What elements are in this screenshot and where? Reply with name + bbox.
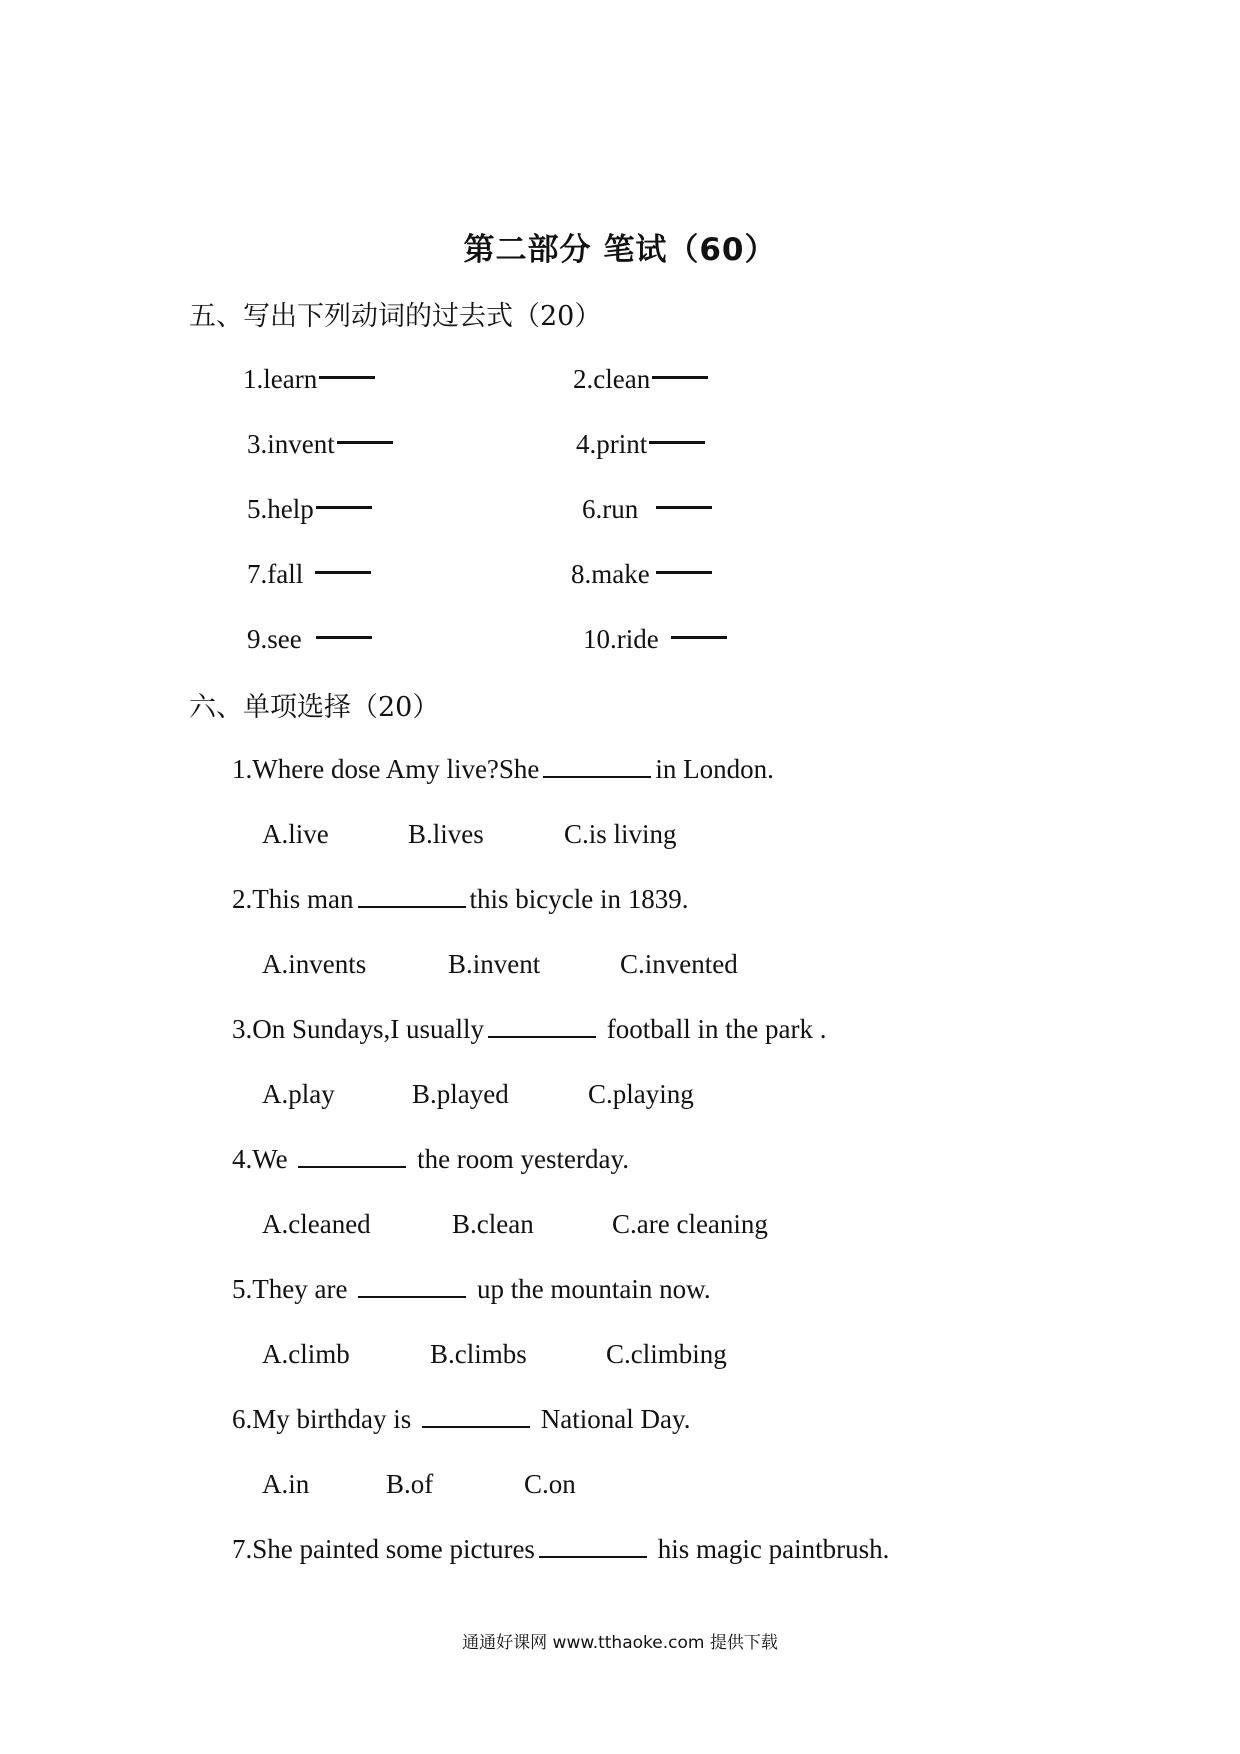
verb-item-3 [247,429,393,460]
answer-line [649,441,705,444]
question-text-after: National Day. [540,1404,691,1434]
question-6-options [262,1469,576,1500]
page-footer: 通通好课网 www.tthaoke.com 提供下载 [462,1633,778,1653]
option-a: A.climb [262,1339,350,1369]
option-b: B.lives [408,819,484,849]
question-3-options [262,1079,694,1110]
fill-blank [298,1144,406,1168]
option-a: A.invents [262,949,367,979]
verb-label: 7.fall [247,559,304,589]
verb-label: 8.make [571,559,650,589]
option-c: C.on [524,1469,576,1499]
option-c: C.invented [620,949,738,979]
section-5-heading: 五、写出下列动词的过去式（20） [189,301,602,332]
option-b: B.invent [448,949,541,979]
question-text-after: up the mountain now. [476,1274,711,1304]
question-5-options [262,1339,727,1370]
option-c: C.playing [588,1079,694,1109]
fill-blank [488,1014,596,1038]
question-2-options [262,949,738,980]
verb-label: 9.see [247,624,302,654]
question-text: 3.On Sundays,I usually [232,1014,484,1044]
verb-item-2 [573,364,708,395]
answer-line [316,636,372,639]
option-a: A.in [262,1469,310,1499]
verb-item-5 [247,494,372,525]
verb-label: 2.clean [573,364,651,394]
question-7 [232,1534,889,1565]
section-6-heading: 六、单项选择（20） [189,692,440,723]
verb-item-1 [243,364,375,395]
verb-item-10 [583,624,727,655]
verb-label: 4.print [576,429,648,459]
question-text-after: in London. [655,754,774,784]
verb-label: 5.help [247,494,314,524]
question-4 [232,1144,629,1175]
fill-blank [422,1404,530,1428]
answer-line [337,441,393,444]
question-1-options [262,819,677,850]
answer-line [652,376,708,379]
answer-line [319,376,375,379]
fill-blank [358,1274,466,1298]
answer-line [315,571,371,574]
option-a: A.play [262,1079,335,1109]
question-text-after: the room yesterday. [417,1144,629,1174]
option-b: B.climbs [430,1339,527,1369]
verb-item-7 [247,559,371,590]
verb-item-6 [582,494,712,525]
page-title: 第二部分 笔试（60） [463,232,777,268]
verb-item-4 [576,429,705,460]
question-text-after: football in the park . [606,1014,827,1044]
verb-label: 3.invent [247,429,335,459]
question-4-options [262,1209,768,1240]
fill-blank [358,884,466,908]
option-c: C.is living [564,819,677,849]
option-a: A.live [262,819,329,849]
verb-label: 6.run [582,494,639,524]
verb-label: 1.learn [243,364,318,394]
question-3 [232,1014,826,1045]
question-text: 5.They are [232,1274,348,1304]
option-b: B.of [386,1469,434,1499]
answer-line [656,506,712,509]
option-a: A.cleaned [262,1209,371,1239]
question-2 [232,884,688,915]
question-text: 7.She painted some pictures [232,1534,535,1564]
question-text-after: this bicycle in 1839. [469,884,689,914]
answer-line [656,571,712,574]
option-c: C.are cleaning [612,1209,768,1239]
question-text: 4.We [232,1144,288,1174]
question-text-after: his magic paintbrush. [657,1534,890,1564]
verb-item-9 [247,624,372,655]
fill-blank [543,754,651,778]
question-1 [232,754,774,785]
option-b: B.played [412,1079,509,1109]
fill-blank [539,1534,647,1558]
question-text: 2.This man [232,884,354,914]
option-c: C.climbing [606,1339,727,1369]
answer-line [671,636,727,639]
question-text: 6.My birthday is [232,1404,412,1434]
verb-item-8 [571,559,712,590]
question-5 [232,1274,711,1305]
option-b: B.clean [452,1209,534,1239]
question-6 [232,1404,690,1435]
answer-line [316,506,372,509]
verb-label: 10.ride [583,624,659,654]
question-text: 1.Where dose Amy live?She [232,754,540,784]
